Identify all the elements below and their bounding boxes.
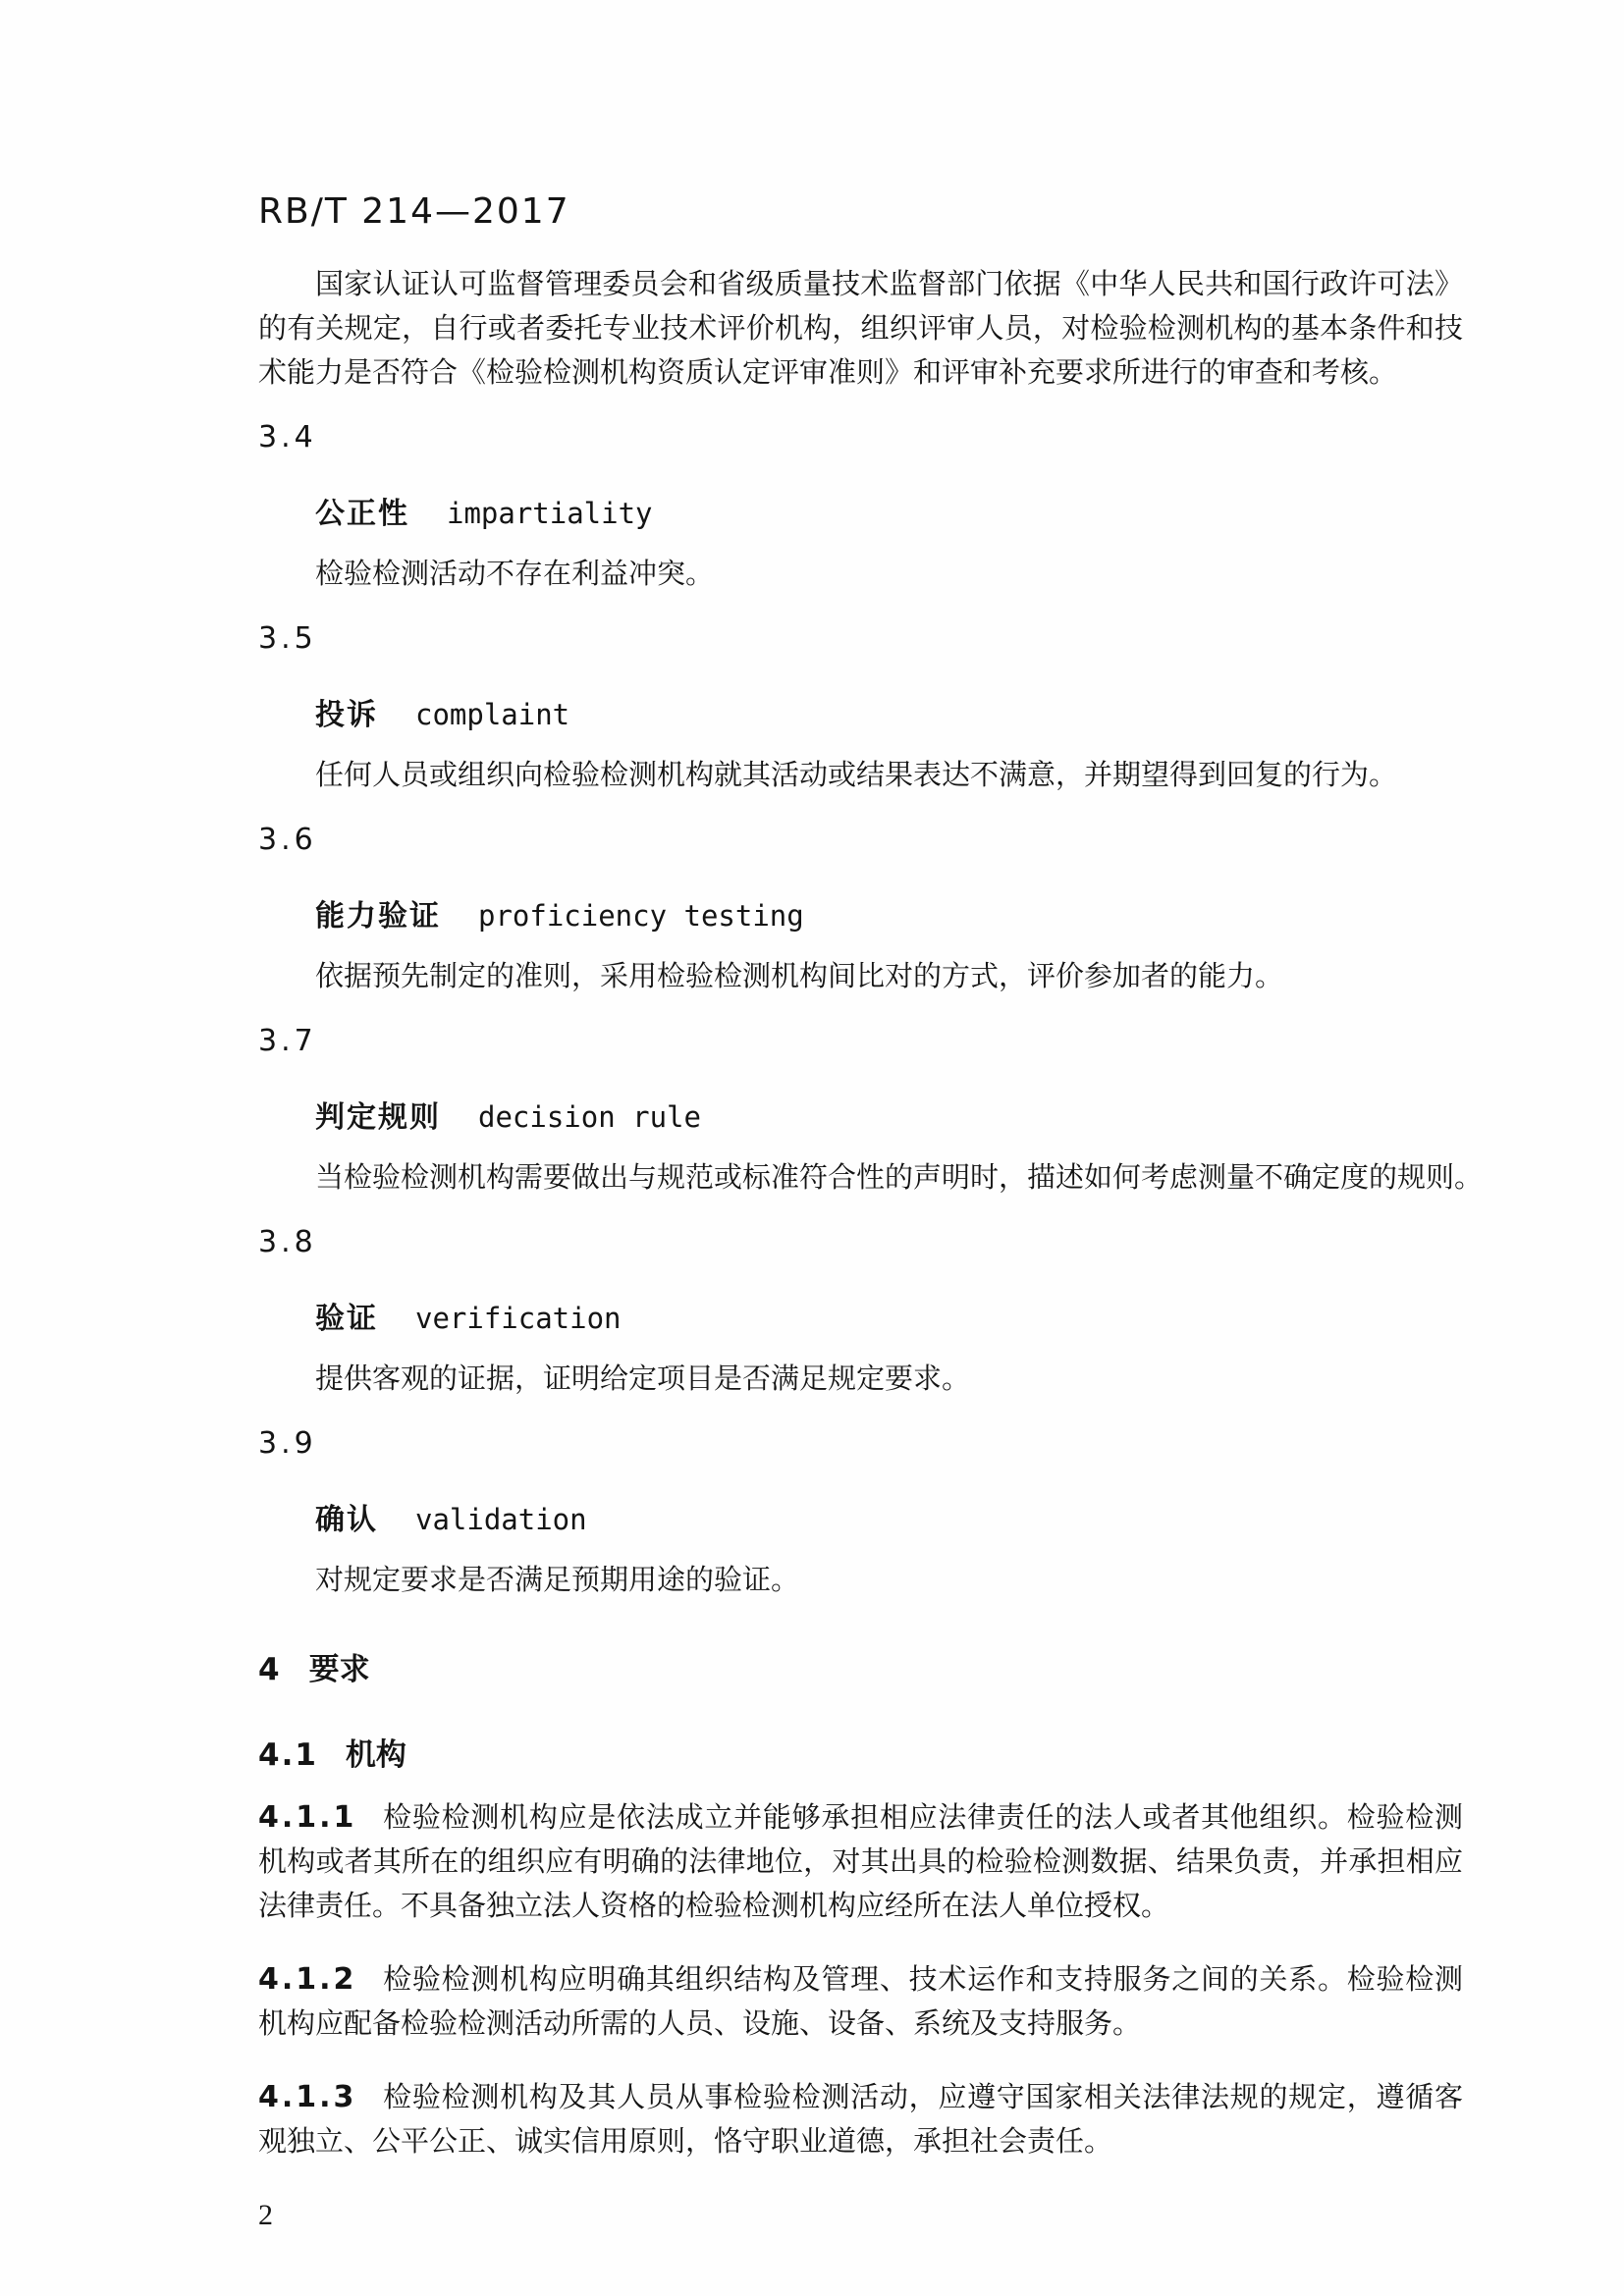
term-definition: 对规定要求是否满足预期用途的验证。 (315, 1565, 800, 1596)
clause-paragraph-4-1-3 (258, 2075, 1463, 2164)
term-name-zh: 投诉 (315, 698, 378, 732)
term-heading (258, 894, 1463, 938)
term-name-en: verification (415, 1302, 622, 1335)
term-number: 3.9 (258, 1426, 317, 1461)
term-heading (258, 693, 1463, 737)
clause-text: 检验检测机构应明确其组织结构及管理、技术运作和支持服务之间的关系。检验检测机构应配备检验检测活动所需的人员、设施、设备、系统及支持服务。 (258, 1964, 1463, 2040)
clause-paragraph-4-1-2 (258, 1957, 1463, 2047)
term-definition: 检验检测活动不存在利益冲突。 (315, 559, 715, 590)
term-name-en: decision rule (478, 1100, 701, 1134)
term-block-3-4 (258, 415, 1463, 597)
page-number: 2 (258, 2199, 273, 2231)
subsection-title: 机构 (345, 1737, 406, 1773)
term-block-3-6 (258, 818, 1463, 999)
term-number: 3.6 (258, 823, 317, 857)
term-definition: 当检验检测机构需要做出与规范或标准符合性的声明时，描述如何考虑测量不确定度的规则。 (315, 1162, 1484, 1194)
term-block-3-5 (258, 616, 1463, 798)
term-heading (258, 1095, 1463, 1140)
term-block-3-8 (258, 1220, 1463, 1402)
section-heading (258, 1648, 1463, 1692)
term-name-zh: 判定规则 (315, 1100, 441, 1135)
term-number: 3.5 (258, 621, 317, 656)
clause-number: 4.1.3 (258, 2080, 357, 2114)
term-heading (258, 492, 1463, 536)
clause-text: 检验检测机构应是依法成立并能够承担相应法律责任的法人或者其他组织。检验检测机构或者其所在的组织应有明确的法律地位，对其出具的检验检测数据、结果负责，并承担相应法律责任。不具备独立法人资格的检验检测机构应经所在法人单位授权。 (258, 1802, 1463, 1922)
clause-number: 4.1.2 (258, 1962, 357, 1997)
term-name-zh: 公正性 (315, 497, 409, 531)
term-name-zh: 能力验证 (315, 899, 441, 934)
clause-text: 检验检测机构及其人员从事检验检测活动，应遵守国家相关法律法规的规定，遵循客观独立、公平公正、诚实信用原则，恪守职业道德，承担社会责任。 (258, 2082, 1463, 2158)
term-number: 3.8 (258, 1225, 317, 1259)
term-number: 3.4 (258, 420, 317, 454)
term-name-zh: 验证 (315, 1302, 378, 1336)
clause-number: 4.1.1 (258, 1800, 357, 1835)
term-definition: 依据预先制定的准则，采用检验检测机构间比对的方式，评价参加者的能力。 (315, 961, 1284, 992)
term-name-en: complaint (415, 698, 570, 731)
term-heading (258, 1297, 1463, 1341)
subsection-heading (258, 1734, 1463, 1778)
term-definition: 任何人员或组织向检验检测机构就其活动或结果表达不满意，并期望得到回复的行为。 (315, 760, 1398, 791)
term-name-en: impartiality (447, 497, 653, 530)
term-name-zh: 确认 (315, 1503, 378, 1537)
term-name-en: proficiency testing (478, 899, 804, 933)
term-heading (258, 1498, 1463, 1542)
subsection-number: 4.1 (258, 1737, 318, 1773)
term-block-3-7 (258, 1019, 1484, 1201)
term-definition: 提供客观的证据，证明给定项目是否满足规定要求。 (315, 1363, 971, 1395)
term-block-3-9 (258, 1421, 1463, 1603)
intro-paragraph: 国家认证认可监督管理委员会和省级质量技术监督部门依据《中华人民共和国行政许可法》的有关规定，自行或者委托专业技术评价机构，组织评审人员，对检验检测机构的基本条件和技术能力是否符合《检验检测机构资质认定评审准则》和评审补充要求所进行的审查和考核。 (258, 269, 1463, 389)
term-name-en: validation (415, 1503, 587, 1536)
section-number: 4 (258, 1652, 282, 1687)
document-code: RB/T 214—2017 (258, 191, 570, 232)
section-title: 要求 (308, 1652, 370, 1687)
term-number: 3.7 (258, 1024, 317, 1058)
clause-paragraph-4-1-1 (258, 1795, 1463, 1929)
